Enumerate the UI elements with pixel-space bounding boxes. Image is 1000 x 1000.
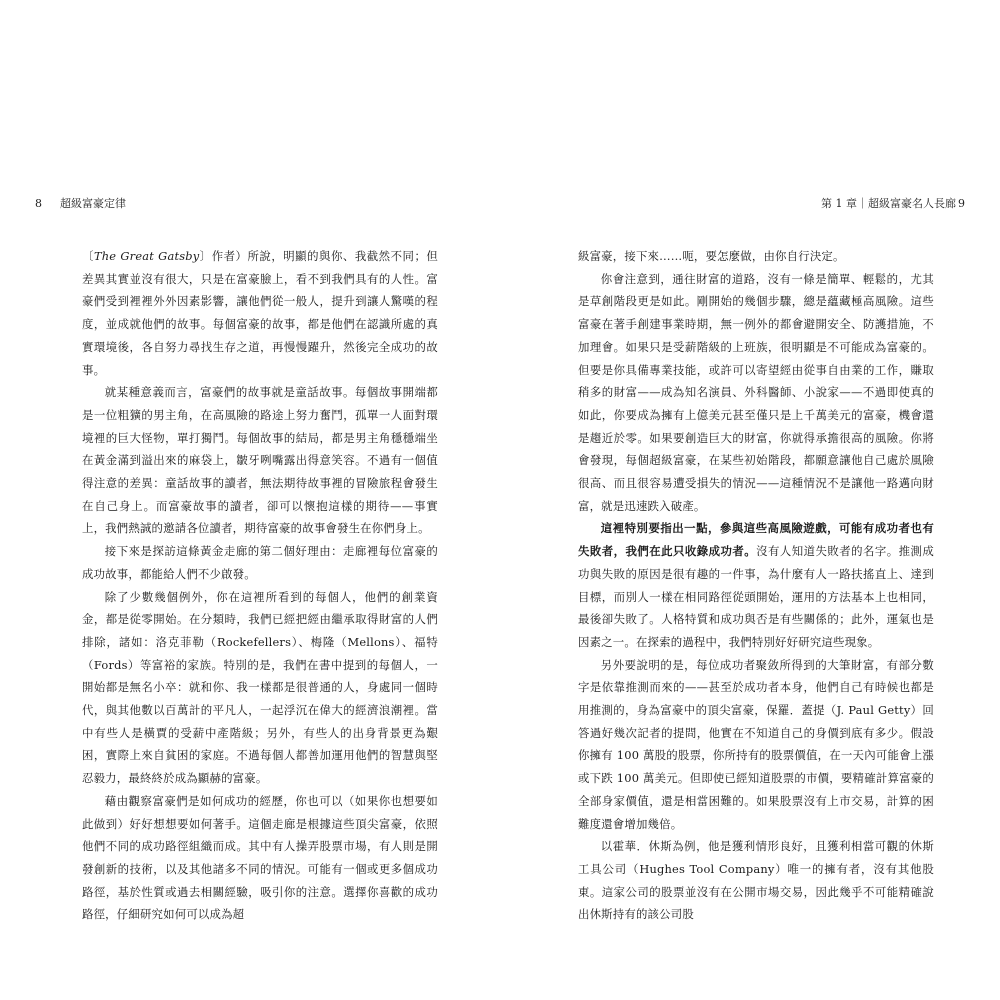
- paragraph: 這裡特別要指出一點，參與這些高風險遊戲，可能有成功者也有失敗者，我們在此只收錄成功者。沒有人知道失敗者的名字。推測成功與失敗的原因是很有趣的一件事，為什麼有人一路扶搖直上、達到目標，而別人一樣在相同路徑從頭開始，運用的方法基本上也相同，最後卻失敗了。人格特質和成功與否是有些關係的；此外，運氣也是因素之一。在探索的過程中，我們特別好好研究這些現象。: [578, 521, 934, 649]
- paragraph: 級富豪，接下來……呃，要怎麼做，由你自行決定。: [578, 249, 845, 263]
- body-text: [82, 245, 438, 926]
- right-page: [500, 0, 1000, 1000]
- paragraph: 除了少數幾個例外，你在這裡所看到的每個人，他們的創業資金，都是從零開始。在分類時，我們已經把經由繼承取得財富的人們排除，諸如：洛克菲勒（Rockefellers）、梅隆（Mellons）、福特（Fords）等富裕的家族。特別的是，我們在書中提到的每個人，一開始都是無名小卒：就和你、我一樣都是很普通的人，身處同一個時代，與其他數以百萬計的平凡人，一起浮沉在偉大的經濟浪潮裡。當中有些人是橫賈的受薪中產階級；另外，有些人的出身背景更為艱困，實際上來自貧困的家庭。不過每個人都善加運用他們的智慧與堅忍毅力，最終終於成為顯赫的富豪。: [82, 589, 438, 786]
- paragraph: 以霍華．休斯為例，他是獲利情形良好，且獲利相當可觀的休斯工具公司（Hughes Tool Company）唯一的擁有者，沒有其他股東。這家公司的股票並沒有在公開市場交易，因此幾乎不可能精確說出休斯持有的該公司股: [578, 839, 934, 922]
- body-text: [578, 245, 934, 926]
- book-title: The Great Gatsby: [93, 249, 200, 263]
- paragraph: 就某種意義而言，富豪們的故事就是童話故事。每個故事開端都是一位粗獷的男主角，在高風險的路途上努力奮鬥，孤單一人面對環境裡的巨大怪物，單打獨鬥。每個故事的結局，都是男主角穩穩端坐在黃金滿到溢出來的麻袋上，皺牙咧嘴露出得意笑容。不過有一個值得注意的差異：童話故事的讀者，無法期待故事裡的冒險旅程會發生在自己身上。而富豪故事的讀者，卻可以懷抱這樣的期待——事實上，我們熱誠的邀請各位讀者，期待富豪的故事會發生在你們身上。: [82, 385, 438, 536]
- page-number: 9: [958, 197, 965, 210]
- running-head: 超級富豪定律: [60, 197, 126, 210]
- paragraph: 另外要說明的是，每位成功者聚敛所得到的大筆財富，有部分數字是依靠推測而來的——甚至於成功者本身，他們自己有時候也都是用推測的，身為富豪中的頂尖富豪，保羅．蓋提（J. Paul Getty）回答過好幾次記者的提問，他實在不知道自己的身價到底有多少。假設你擁有 100 萬股的股票，你所持有的股票價值，在一天內可能會上漲或下跌 100 萬美元。但即使已經知道股票的市價，要精確計算富豪的全部身家價值，還是相當困難的。如果股票沒有上市交易，計算的困難度還會增加幾倍。: [578, 657, 934, 831]
- paragraph: 你會注意到，通往財富的道路，沒有一條是簡單、輕鬆的，尤其是草創階段更是如此。剛開始的幾個步驟，總是蘊藏極高風險。這些富豪在著手創建事業時期，無一例外的都會避開安全、防護措施，不加理會。如果只是受薪階級的上班族，很明顯是不可能成為富豪的。但要是你具備專業技能，或許可以寄望經由從事自由業的工作，賺取稍多的財富——成為知名演員、外科醫師、小說家——不過即使真的如此，你要成為擁有上億美元甚至僅只是上千萬美元的富豪，機會還是趨近於零。如果要創造巨大的財富，你就得承擔很高的風險。你將會發現，每個超級富豪，在某些初始階段，都願意讓他自己處於風險很高、而且很容易遭受損失的情況——這種情況不是讓他一路邁向財富，就是迅速跌入破產。: [578, 271, 934, 513]
- paragraph: 〔The Great Gatsby〕作者）所說，明顯的與你、我截然不同；但差異其實並沒有很大，只是在富豪臉上，看不到我們具有的人性。富豪們受到裡裡外外因素影響，讓他們從一般人，提升到讓人驚嘆的程度，並成就他們的故事。每個富豪的故事，都是他們在認識所處的真實環境後，各自努力尋找生存之道，再慢慢躍升，然後完全成功的故事。: [82, 249, 438, 377]
- emphasis: 這裡特別要指出一點，參與這些高風險遊戲，可能有成功者也有失敗者，我們在此只收錄成功者。: [578, 521, 934, 559]
- running-head: 第 1 章｜超級富豪名人長廊: [821, 197, 956, 210]
- paragraph: 接下來是探訪這條黃金走廊的第二個好理由：走廊裡每位富豪的成功故事，都能給人們不少啟發。: [82, 544, 438, 581]
- page-number: 8: [35, 197, 42, 210]
- paragraph: 藉由觀察富豪們是如何成功的經歷，你也可以（如果你也想要如此做到）好好想想要如何著手。這個走廊是根據這些頂尖富豪，依照他們不同的成功路徑組織而成。其中有人操弄股票市場，有人則是開發創新的技術，以及其他諸多不同的情況。可能有一個或更多個成功路徑，基於性質或過去相關經驗，吸引你的注意。選擇你喜歡的成功路徑，仔細研究如何可以成為超: [82, 793, 438, 922]
